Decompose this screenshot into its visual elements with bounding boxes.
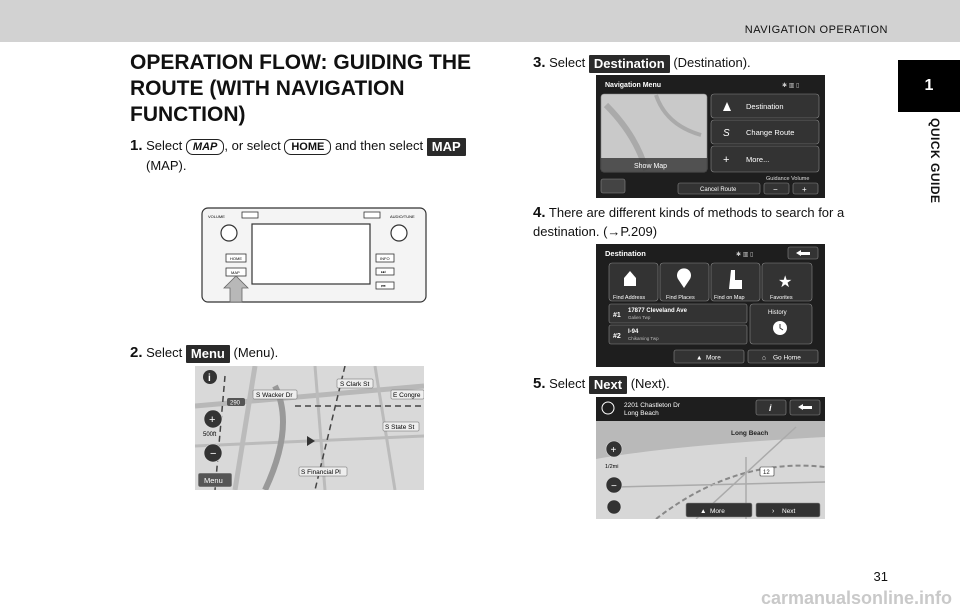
step-text: , or select — [224, 138, 281, 153]
home-key: HOME — [284, 139, 331, 155]
info-icon: i — [769, 403, 772, 413]
scale-label: 500ft — [203, 432, 217, 438]
back-to-map-button[interactable] — [601, 179, 625, 193]
map-screen-1 — [195, 366, 424, 490]
svg-text:▲: ▲ — [700, 508, 707, 515]
step-text: and then select — [331, 138, 424, 153]
go-home-button[interactable] — [748, 350, 818, 363]
step-1 — [130, 136, 500, 175]
cancel-icon[interactable] — [607, 500, 621, 514]
svg-text:−: − — [210, 448, 217, 460]
watermark: carmanualsonline.info — [760, 588, 952, 608]
menu-item-label: Destination — [746, 102, 784, 111]
go-home-label: Go Home — [773, 354, 801, 362]
step-number: 2. — [130, 344, 143, 361]
guidance-volume-label: Guidance Volume — [766, 176, 810, 182]
entry-name: I-94 — [628, 329, 639, 335]
page-number: 31 — [873, 569, 888, 584]
svg-text:+: + — [209, 414, 216, 426]
destination-city: Long Beach — [624, 410, 659, 417]
recent-entry-1[interactable] — [609, 304, 747, 323]
tile-label: Find on Map — [714, 295, 745, 301]
step-text: (MAP). — [146, 157, 187, 173]
home-icon: ⌂ — [762, 354, 766, 362]
screen-title: Destination — [605, 249, 646, 258]
step-text: Select — [549, 55, 586, 70]
home-hard-label: HOME — [230, 256, 242, 261]
map-key: MAP — [186, 139, 224, 155]
step-number: 4. — [533, 204, 546, 221]
svg-text:✱ ▥ ▯: ✱ ▥ ▯ — [736, 252, 754, 258]
head-unit-illustration — [200, 206, 428, 304]
tile-label: Find Address — [613, 295, 646, 301]
street-label: E Congre — [393, 392, 421, 399]
find-places-tile[interactable] — [660, 263, 709, 301]
road-shield: 12 — [763, 470, 770, 476]
tile-label: Find Places — [666, 295, 695, 301]
svg-text:i: i — [208, 373, 211, 384]
city-label: Long Beach — [731, 430, 769, 437]
find-address-tile[interactable] — [609, 263, 658, 301]
step-3 — [533, 53, 873, 73]
scale-label: 1/2mi — [605, 464, 619, 470]
favorites-tile[interactable] — [762, 263, 812, 301]
step-number: 1. — [130, 137, 143, 154]
screen-title: Navigation Menu — [605, 82, 662, 89]
step-text: Select — [146, 345, 183, 360]
info-hard-label: INFO — [380, 256, 390, 261]
map-menu-label: Menu — [204, 476, 223, 485]
street-label: S State St — [385, 424, 415, 431]
step-5 — [533, 374, 833, 394]
step-number: 5. — [533, 375, 546, 392]
step-text: (Menu). — [233, 345, 279, 360]
step-text: Select — [549, 376, 586, 391]
page-title: OPERATION FLOW: GUIDING THE ROUTE (WITH NAVIGATION FUNCTION) — [130, 51, 472, 126]
show-map-label: Show Map — [634, 163, 668, 170]
chapter-tab: 1 — [898, 60, 960, 112]
seek-down-icon: ⏮ — [381, 283, 386, 290]
menu-button-label: Menu — [186, 345, 230, 363]
svg-text:✱ ▥ ▯: ✱ ▥ ▯ — [782, 83, 800, 89]
step-text: There are different kinds of methods to search for a destination. (→P.209) — [533, 205, 845, 239]
step-4 — [533, 203, 893, 241]
cancel-route-label: Cancel Route — [700, 187, 737, 193]
route-shield: 290 — [230, 400, 241, 407]
star-icon: ★ — [778, 274, 793, 291]
history-button[interactable] — [750, 304, 812, 344]
entry-sub: Chikaming Twp — [628, 336, 659, 341]
destination-screen — [596, 244, 825, 367]
destination-button-label: Destination — [589, 55, 670, 73]
tile-label: Favorites — [770, 295, 793, 301]
entry-name: 17877 Cleveland Ave — [628, 308, 687, 314]
next-button-label: Next — [589, 376, 627, 394]
route-icon: S — [723, 128, 730, 139]
step-number: 3. — [533, 54, 546, 71]
recent-entry-2[interactable] — [609, 325, 747, 344]
navigation-menu-screen — [596, 75, 825, 198]
menu-item-label: Change Route — [746, 128, 795, 137]
volume-label: VOLUME — [208, 214, 225, 219]
map-button-label: MAP — [427, 138, 466, 156]
more-label: More — [710, 508, 725, 515]
audio-label: AUDIO/TUNE — [390, 214, 415, 219]
svg-text:+: + — [610, 445, 617, 456]
more-button[interactable] — [674, 350, 744, 363]
step-text: (Next). — [630, 376, 670, 391]
step-text: Select — [146, 138, 183, 153]
section-title: NAVIGATION OPERATION — [744, 24, 888, 36]
history-label: History — [768, 310, 787, 316]
menu-item-label: More... — [746, 155, 770, 164]
header-bar — [0, 0, 960, 42]
entry-sub: Galien Twp — [628, 315, 651, 320]
plus-icon: + — [802, 185, 807, 194]
seek-up-icon: ⏭ — [381, 269, 386, 276]
next-label: Next — [782, 508, 796, 515]
entry-number: #1 — [613, 312, 621, 319]
more-label: More — [706, 354, 721, 362]
find-on-map-tile[interactable] — [711, 263, 760, 301]
svg-text:▲: ▲ — [696, 354, 703, 362]
destination-address: 2201 Chastleton Dr — [624, 402, 681, 409]
chevron-right-icon: › — [772, 508, 775, 515]
street-label: S Financial Pl — [301, 469, 341, 476]
chapter-label: QUICK GUIDE — [928, 118, 942, 204]
entry-number: #2 — [613, 333, 621, 340]
step-2 — [130, 343, 430, 363]
svg-text:−: − — [611, 481, 617, 492]
street-label: S Wacker Dr — [256, 392, 293, 399]
map-hard-label: MAP — [231, 270, 240, 275]
street-label: S Clark St — [340, 381, 370, 388]
plus-icon: + — [723, 154, 730, 166]
minus-icon: − — [773, 185, 778, 194]
map-screen-2 — [596, 397, 825, 519]
step-text: (Destination). — [673, 55, 751, 70]
